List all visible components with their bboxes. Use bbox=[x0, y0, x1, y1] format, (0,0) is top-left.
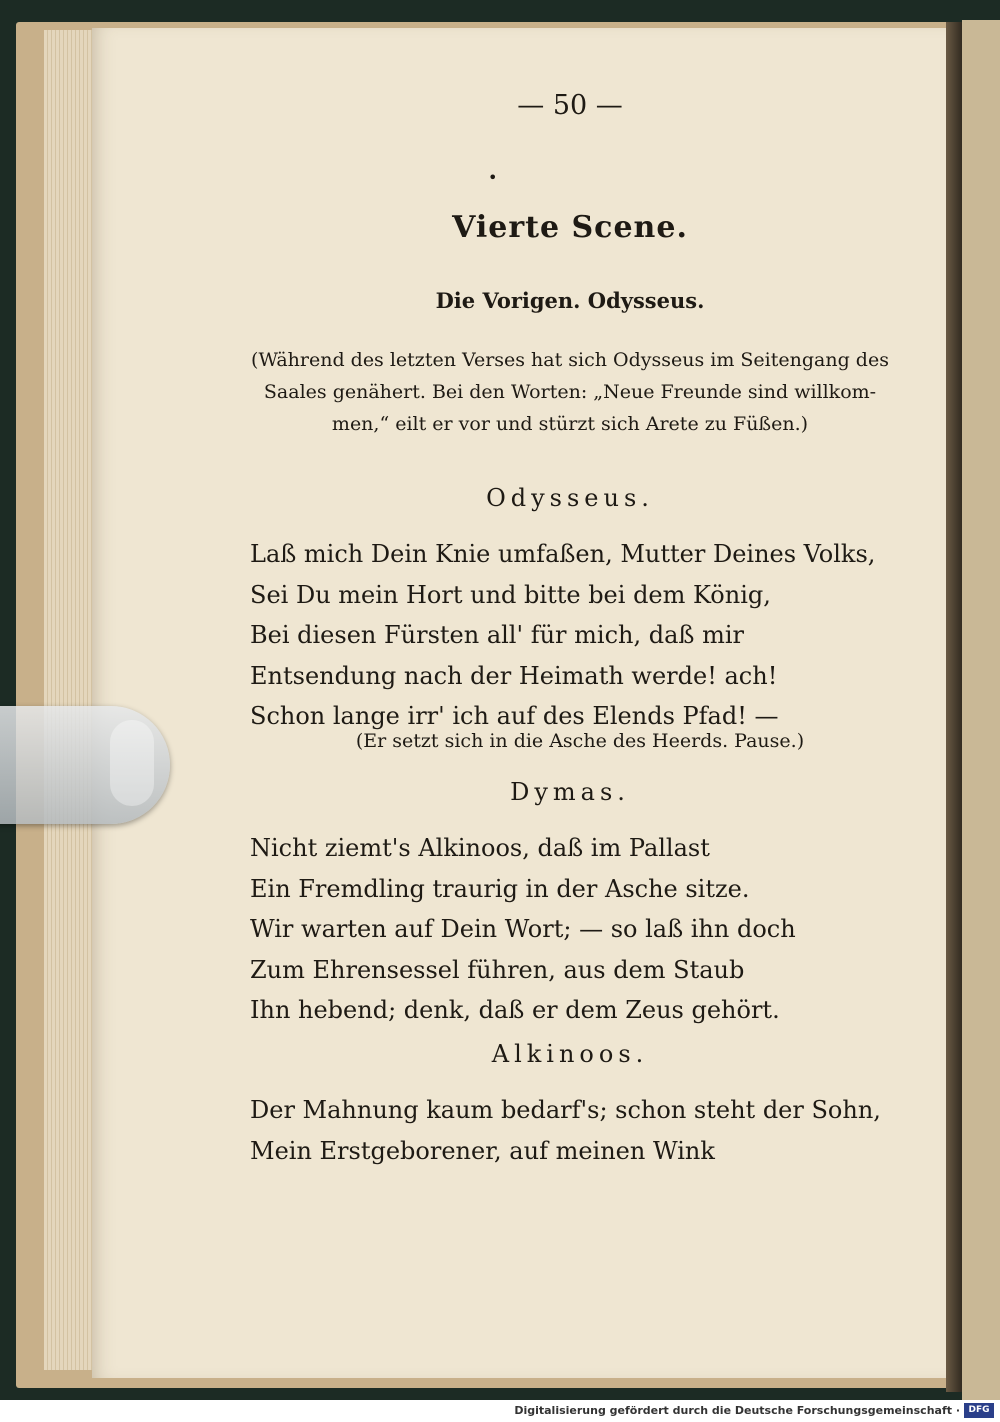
verse-line: Ein Fremdling traurig in der Asche sitze. bbox=[250, 874, 750, 903]
verse-line: Wir warten auf Dein Wort; — so laß ihn doch bbox=[250, 915, 796, 943]
glass-page-weight-highlight bbox=[110, 720, 154, 806]
stage-aside: (Er setzt sich in die Asche des Heerds. Pause.) bbox=[355, 730, 805, 752]
facing-page-edge bbox=[962, 20, 1000, 1400]
verse-line: Bei diesen Fürsten all' für mich, daß mir bbox=[250, 621, 744, 649]
verse-line: Ihn hebend; denk, daß er dem Zeus gehört. bbox=[250, 996, 780, 1024]
speaker-heading: Alkinoos. bbox=[491, 1040, 649, 1068]
verse-block bbox=[250, 828, 890, 1031]
stage-direction-line: (Während des letzten Verses hat sich Odysseus im Seitengang des bbox=[251, 349, 889, 371]
stage-direction-line: Saales genähert. Bei den Worten: „Neue Freunde sind willkom- bbox=[263, 381, 877, 403]
stage-direction-line: men,“ eilt er vor und stürzt sich Arete zu Füßen.) bbox=[331, 413, 809, 435]
verse-line: Laß mich Dein Knie umfaßen, Mutter Deines Volks, bbox=[250, 540, 876, 568]
cast-list: Die Vorigen. Odysseus. bbox=[435, 288, 705, 313]
verse-line: Nicht ziemt's Alkinoos, daß im Pallast bbox=[250, 834, 710, 862]
dfg-logo: DFG bbox=[964, 1403, 994, 1418]
page-number: — 50 — bbox=[517, 90, 623, 121]
scene-title: Vierte Scene. bbox=[452, 210, 688, 245]
verse-line: Schon lange irr' ich auf des Elends Pfad! — bbox=[250, 702, 779, 730]
verse-block bbox=[250, 1090, 890, 1171]
verse-line: Mein Erstgeborener, auf meinen Wink bbox=[250, 1136, 715, 1165]
footer-credit: Digitalisierung gefördert durch die Deutsche Forschungsgemeinschaft · bbox=[514, 1404, 960, 1417]
speaker-heading: Dymas. bbox=[510, 778, 630, 806]
verse-line: Zum Ehrensessel führen, aus dem Staub bbox=[250, 955, 745, 984]
verse-line: Der Mahnung kaum bedarf's; schon steht der Sohn, bbox=[250, 1096, 881, 1124]
stage-direction bbox=[250, 344, 890, 440]
decorative-dot: • bbox=[488, 168, 498, 187]
speaker-heading: Odysseus. bbox=[486, 484, 654, 512]
verse-line: Sei Du mein Hort und bitte bei dem König, bbox=[250, 580, 771, 609]
page-edges bbox=[44, 30, 96, 1370]
verse-block bbox=[250, 534, 890, 737]
verse-line: Entsendung nach der Heimath werde! ach! bbox=[250, 661, 778, 690]
